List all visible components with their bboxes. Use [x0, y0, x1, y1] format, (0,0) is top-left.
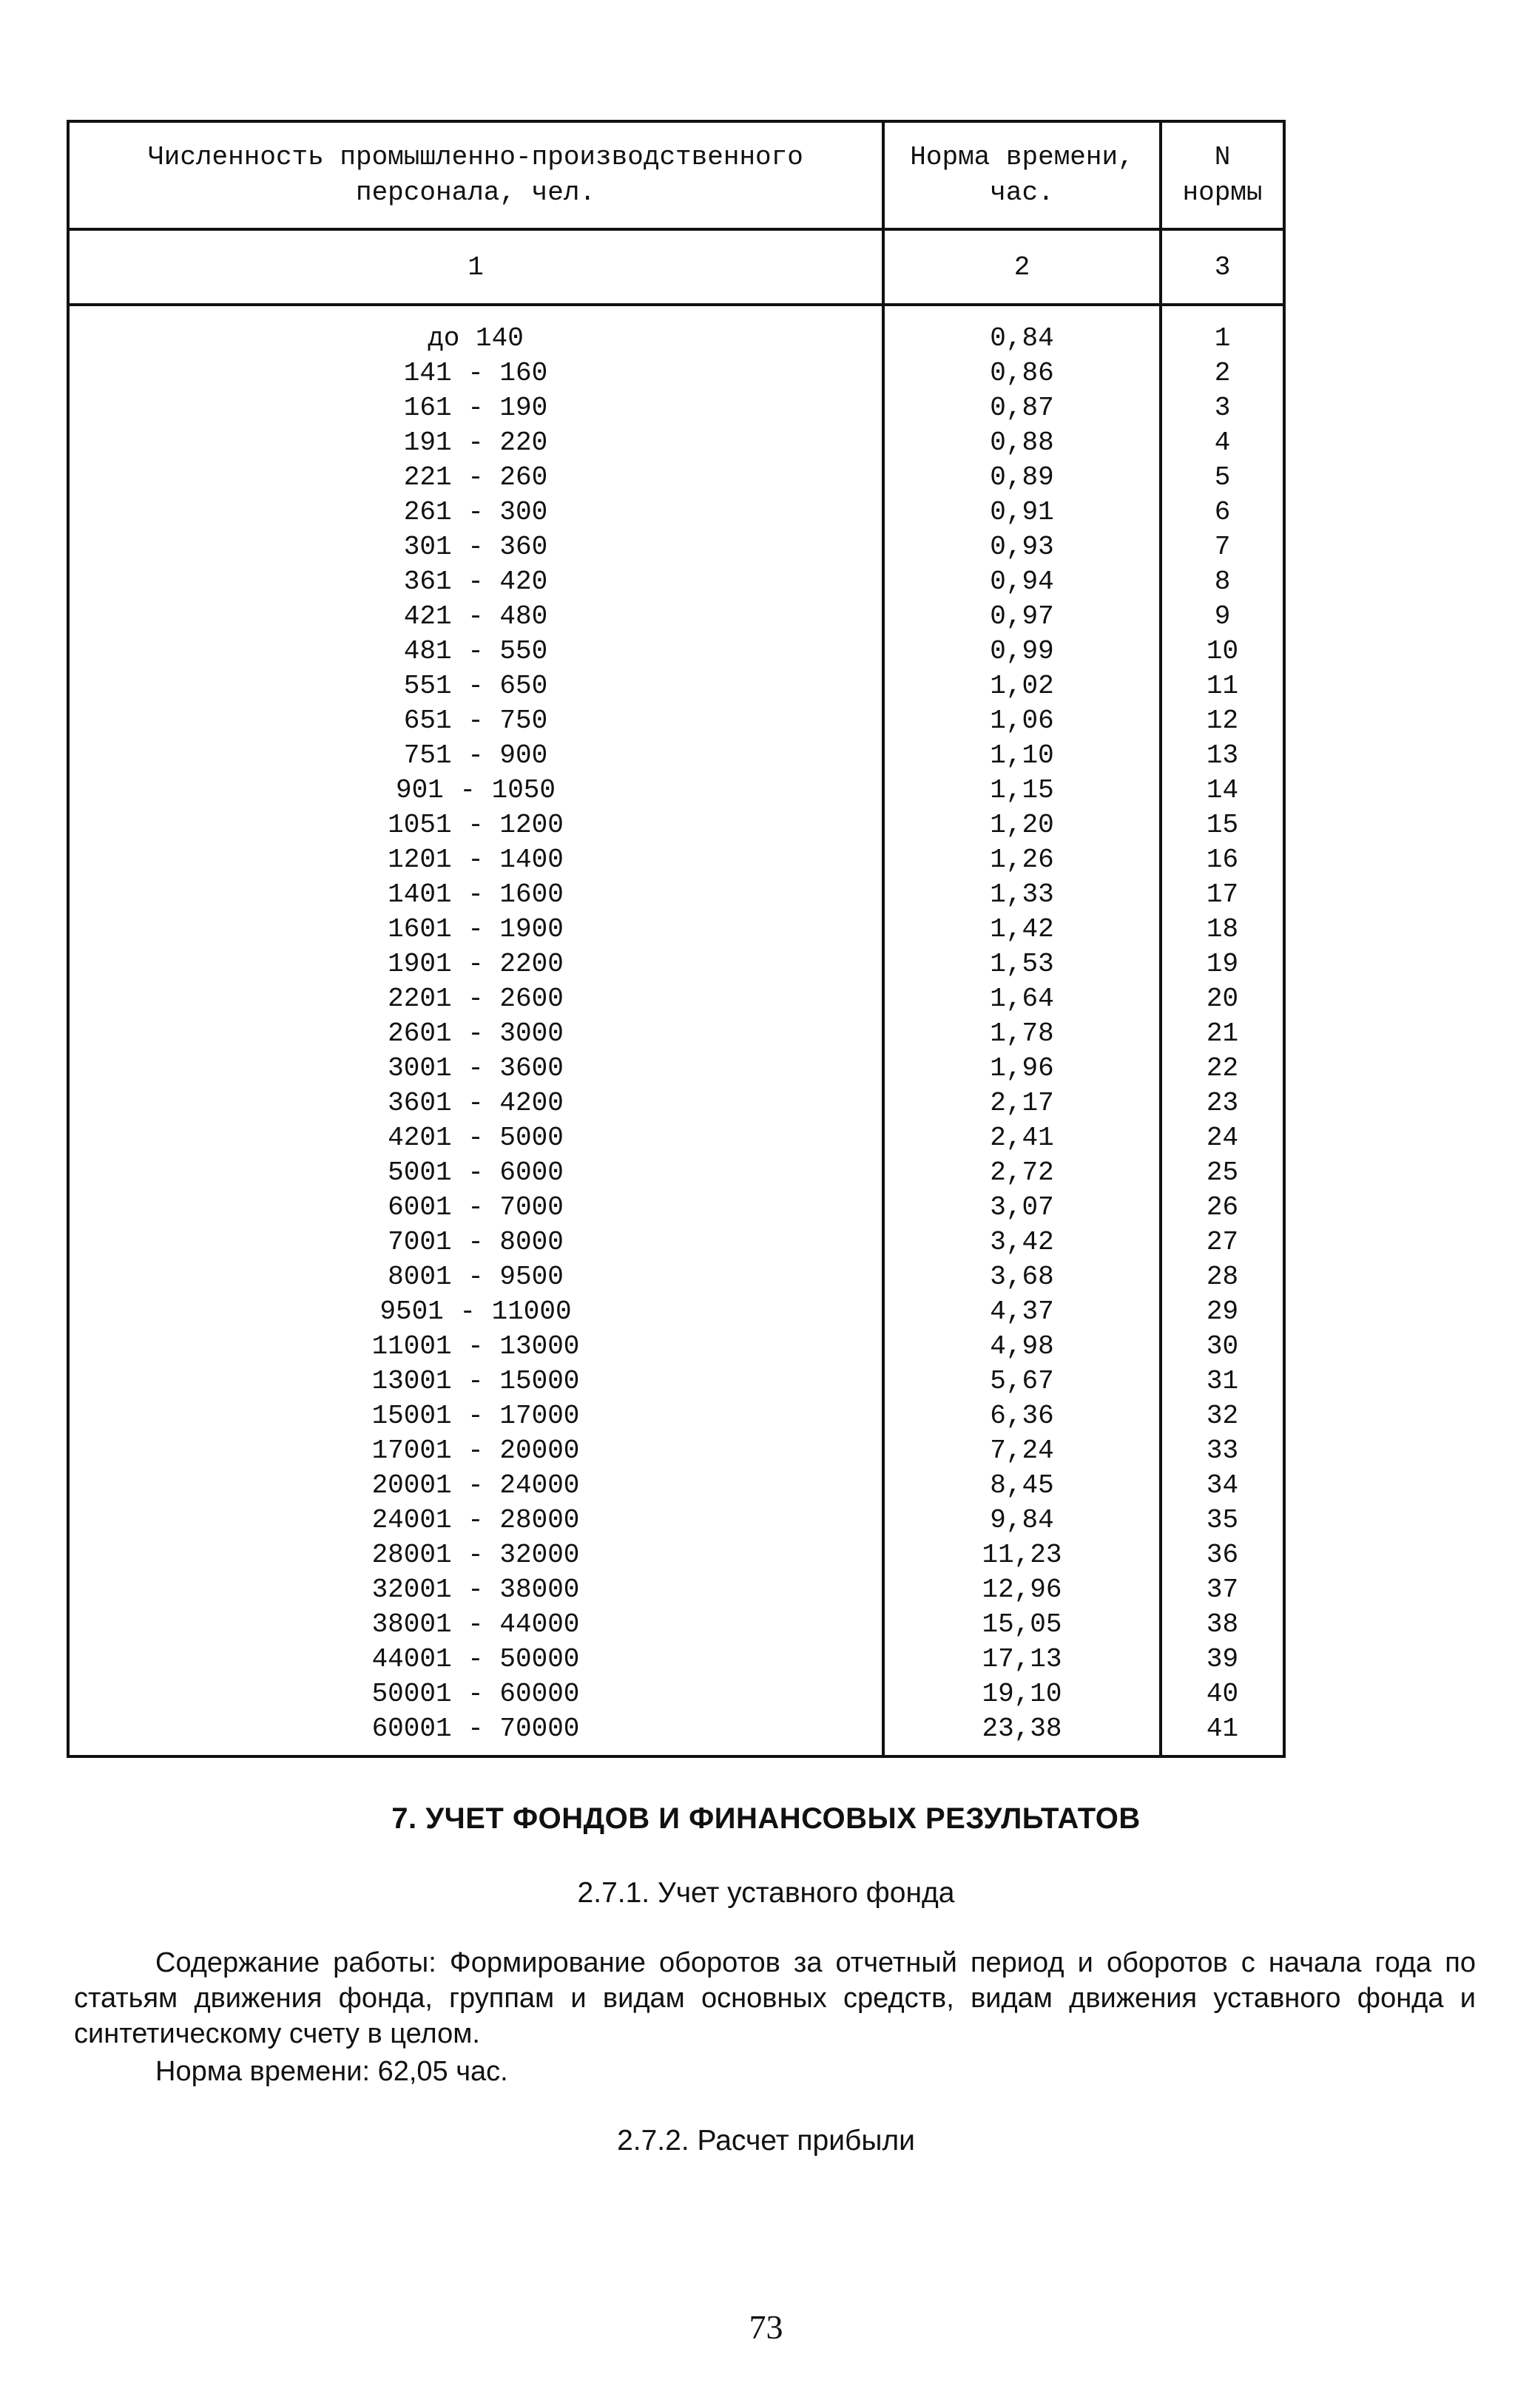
cell-staff-range: 2201 - 2600	[68, 981, 883, 1016]
cell-time-norm: 0,89	[883, 460, 1161, 495]
table-row	[68, 1364, 1284, 1399]
cell-staff-range: 15001 - 17000	[68, 1399, 883, 1433]
cell-time-norm: 1,42	[883, 912, 1161, 947]
table-row	[68, 1572, 1284, 1607]
cell-time-norm: 4,37	[883, 1294, 1161, 1329]
cell-norm-number: 32	[1161, 1399, 1284, 1433]
table-row	[68, 912, 1284, 947]
cell-norm-number: 36	[1161, 1538, 1284, 1572]
header-norm-number: N нормы	[1161, 121, 1284, 229]
table-row	[68, 877, 1284, 912]
cell-time-norm: 1,10	[883, 738, 1161, 773]
cell-norm-number: 17	[1161, 877, 1284, 912]
table-row	[68, 1259, 1284, 1294]
cell-time-norm: 0,84	[883, 321, 1161, 356]
cell-time-norm: 0,91	[883, 495, 1161, 530]
cell-norm-number: 10	[1161, 634, 1284, 669]
cell-time-norm: 1,06	[883, 703, 1161, 738]
column-number: 1	[68, 229, 883, 305]
cell-norm-number: 11	[1161, 669, 1284, 703]
cell-norm-number: 16	[1161, 842, 1284, 877]
cell-time-norm: 2,41	[883, 1120, 1161, 1155]
cell-staff-range: 5001 - 6000	[68, 1155, 883, 1190]
cell-staff-range: 1901 - 2200	[68, 947, 883, 981]
table-row	[68, 599, 1284, 634]
cell-staff-range: 1401 - 1600	[68, 877, 883, 912]
table-row	[68, 1607, 1284, 1642]
time-norm-line: Норма времени: 62,05 час.	[155, 2056, 508, 2087]
cell-staff-range: 3001 - 3600	[68, 1051, 883, 1086]
header-staff-count: Численность промышленно-производственного персонала, чел.	[68, 121, 883, 229]
cell-time-norm: 5,67	[883, 1364, 1161, 1399]
cell-time-norm: 2,72	[883, 1155, 1161, 1190]
cell-staff-range: 7001 - 8000	[68, 1225, 883, 1259]
cell-time-norm: 0,99	[883, 634, 1161, 669]
cell-time-norm: 3,42	[883, 1225, 1161, 1259]
cell-norm-number: 30	[1161, 1329, 1284, 1364]
cell-staff-range: 301 - 360	[68, 530, 883, 564]
cell-time-norm: 7,24	[883, 1433, 1161, 1468]
cell-norm-number: 31	[1161, 1364, 1284, 1399]
section-title: 7. УЧЕТ ФОНДОВ И ФИНАНСОВЫХ РЕЗУЛЬТАТОВ	[391, 1802, 1141, 1835]
table-row	[68, 1503, 1284, 1538]
cell-staff-range: 24001 - 28000	[68, 1503, 883, 1538]
table-row	[68, 495, 1284, 530]
cell-time-norm: 6,36	[883, 1399, 1161, 1433]
table-row	[68, 460, 1284, 495]
cell-norm-number: 26	[1161, 1190, 1284, 1225]
cell-norm-number: 7	[1161, 530, 1284, 564]
cell-time-norm: 0,94	[883, 564, 1161, 599]
cell-time-norm: 3,07	[883, 1190, 1161, 1225]
work-content-paragraph: Содержание работы: Формирование оборотов за отчетный период и оборотов с начала года по статьям движения фонда, группам и видам основных средств, видам движения уставного фонда и синтетическому счету в целом.	[74, 1947, 1476, 2049]
table-row	[68, 1468, 1284, 1503]
cell-time-norm: 1,02	[883, 669, 1161, 703]
cell-time-norm: 3,68	[883, 1259, 1161, 1294]
table-row	[68, 321, 1284, 356]
cell-staff-range: 901 - 1050	[68, 773, 883, 808]
cell-norm-number: 33	[1161, 1433, 1284, 1468]
cell-staff-range: 8001 - 9500	[68, 1259, 883, 1294]
cell-norm-number: 35	[1161, 1503, 1284, 1538]
cell-staff-range: 20001 - 24000	[68, 1468, 883, 1503]
cell-staff-range: 481 - 550	[68, 634, 883, 669]
cell-norm-number: 39	[1161, 1642, 1284, 1677]
cell-staff-range: 1601 - 1900	[68, 912, 883, 947]
cell-norm-number: 2	[1161, 356, 1284, 390]
cell-norm-number: 34	[1161, 1468, 1284, 1503]
cell-time-norm: 12,96	[883, 1572, 1161, 1607]
table-row	[68, 1086, 1284, 1120]
cell-staff-range: 361 - 420	[68, 564, 883, 599]
table-row	[68, 1120, 1284, 1155]
cell-norm-number: 6	[1161, 495, 1284, 530]
table-row	[68, 1399, 1284, 1433]
cell-staff-range: 3601 - 4200	[68, 1086, 883, 1120]
cell-staff-range: 60001 - 70000	[68, 1711, 883, 1756]
cell-time-norm: 1,96	[883, 1051, 1161, 1086]
table-row	[68, 1711, 1284, 1756]
cell-norm-number: 41	[1161, 1711, 1284, 1756]
cell-time-norm: 8,45	[883, 1468, 1161, 1503]
cell-staff-range: 17001 - 20000	[68, 1433, 883, 1468]
cell-staff-range: 28001 - 32000	[68, 1538, 883, 1572]
cell-time-norm: 19,10	[883, 1677, 1161, 1711]
subsection-title-charter-fund: 2.7.1. Учет уставного фонда	[577, 1877, 955, 1909]
cell-norm-number: 28	[1161, 1259, 1284, 1294]
cell-norm-number: 37	[1161, 1572, 1284, 1607]
cell-staff-range: 4201 - 5000	[68, 1120, 883, 1155]
column-number: 3	[1161, 229, 1284, 305]
cell-time-norm: 0,97	[883, 599, 1161, 634]
cell-norm-number: 24	[1161, 1120, 1284, 1155]
table-row	[68, 425, 1284, 460]
table-row	[68, 1433, 1284, 1468]
cell-norm-number: 5	[1161, 460, 1284, 495]
cell-staff-range: 651 - 750	[68, 703, 883, 738]
table-row	[68, 564, 1284, 599]
cell-staff-range: 32001 - 38000	[68, 1572, 883, 1607]
cell-staff-range: 44001 - 50000	[68, 1642, 883, 1677]
cell-time-norm: 11,23	[883, 1538, 1161, 1572]
cell-norm-number: 23	[1161, 1086, 1284, 1120]
table-row	[68, 1190, 1284, 1225]
table-row	[68, 981, 1284, 1016]
cell-staff-range: 141 - 160	[68, 356, 883, 390]
table-row	[68, 738, 1284, 773]
norm-table	[67, 120, 1286, 1758]
cell-time-norm: 15,05	[883, 1607, 1161, 1642]
cell-time-norm: 1,53	[883, 947, 1161, 981]
table-row	[68, 1642, 1284, 1677]
cell-staff-range: 161 - 190	[68, 390, 883, 425]
table-row	[68, 1677, 1284, 1711]
cell-staff-range: 2601 - 3000	[68, 1016, 883, 1051]
table-row	[68, 669, 1284, 703]
table-row	[68, 1329, 1284, 1364]
table-row	[68, 356, 1284, 390]
table-row	[68, 1155, 1284, 1190]
column-number-row	[68, 229, 1284, 305]
table-row	[68, 1538, 1284, 1572]
cell-staff-range: 9501 - 11000	[68, 1294, 883, 1329]
table-row	[68, 530, 1284, 564]
table-row	[68, 703, 1284, 738]
cell-norm-number: 40	[1161, 1677, 1284, 1711]
table-row	[68, 842, 1284, 877]
cell-staff-range: 1051 - 1200	[68, 808, 883, 842]
table-row	[68, 634, 1284, 669]
cell-norm-number: 4	[1161, 425, 1284, 460]
cell-staff-range: 50001 - 60000	[68, 1677, 883, 1711]
cell-norm-number: 1	[1161, 321, 1284, 356]
cell-norm-number: 38	[1161, 1607, 1284, 1642]
cell-norm-number: 18	[1161, 912, 1284, 947]
cell-staff-range: 6001 - 7000	[68, 1190, 883, 1225]
cell-norm-number: 29	[1161, 1294, 1284, 1329]
cell-norm-number: 19	[1161, 947, 1284, 981]
subsection-title-profit: 2.7.2. Расчет прибыли	[617, 2125, 915, 2157]
cell-norm-number: 3	[1161, 390, 1284, 425]
table-row	[68, 1016, 1284, 1051]
cell-norm-number: 22	[1161, 1051, 1284, 1086]
cell-staff-range: 191 - 220	[68, 425, 883, 460]
cell-norm-number: 9	[1161, 599, 1284, 634]
cell-time-norm: 4,98	[883, 1329, 1161, 1364]
cell-time-norm: 0,86	[883, 356, 1161, 390]
cell-time-norm: 2,17	[883, 1086, 1161, 1120]
cell-time-norm: 1,15	[883, 773, 1161, 808]
cell-norm-number: 21	[1161, 1016, 1284, 1051]
table-row	[68, 808, 1284, 842]
cell-norm-number: 14	[1161, 773, 1284, 808]
page-number: 73	[749, 2308, 783, 2346]
cell-time-norm: 0,87	[883, 390, 1161, 425]
cell-time-norm: 1,78	[883, 1016, 1161, 1051]
table-row	[68, 947, 1284, 981]
cell-norm-number: 27	[1161, 1225, 1284, 1259]
cell-staff-range: 1201 - 1400	[68, 842, 883, 877]
cell-time-norm: 17,13	[883, 1642, 1161, 1677]
cell-time-norm: 1,26	[883, 842, 1161, 877]
table-row	[68, 1225, 1284, 1259]
cell-staff-range: 261 - 300	[68, 495, 883, 530]
cell-staff-range: 11001 - 13000	[68, 1329, 883, 1364]
cell-staff-range: 751 - 900	[68, 738, 883, 773]
cell-time-norm: 0,88	[883, 425, 1161, 460]
cell-time-norm: 1,33	[883, 877, 1161, 912]
cell-time-norm: 0,93	[883, 530, 1161, 564]
cell-staff-range: 38001 - 44000	[68, 1607, 883, 1642]
cell-norm-number: 12	[1161, 703, 1284, 738]
cell-norm-number: 25	[1161, 1155, 1284, 1190]
table-header-row	[68, 121, 1284, 229]
cell-norm-number: 13	[1161, 738, 1284, 773]
cell-time-norm: 1,20	[883, 808, 1161, 842]
cell-staff-range: до 140	[68, 321, 883, 356]
cell-staff-range: 221 - 260	[68, 460, 883, 495]
table-row	[68, 390, 1284, 425]
cell-time-norm: 9,84	[883, 1503, 1161, 1538]
cell-staff-range: 421 - 480	[68, 599, 883, 634]
cell-staff-range: 551 - 650	[68, 669, 883, 703]
cell-time-norm: 1,64	[883, 981, 1161, 1016]
header-time-norm: Норма времени, час.	[883, 121, 1161, 229]
table-row	[68, 1051, 1284, 1086]
column-number: 2	[883, 229, 1161, 305]
cell-norm-number: 20	[1161, 981, 1284, 1016]
table-row	[68, 1294, 1284, 1329]
cell-staff-range: 13001 - 15000	[68, 1364, 883, 1399]
cell-norm-number: 15	[1161, 808, 1284, 842]
table-row	[68, 773, 1284, 808]
cell-norm-number: 8	[1161, 564, 1284, 599]
cell-time-norm: 23,38	[883, 1711, 1161, 1756]
